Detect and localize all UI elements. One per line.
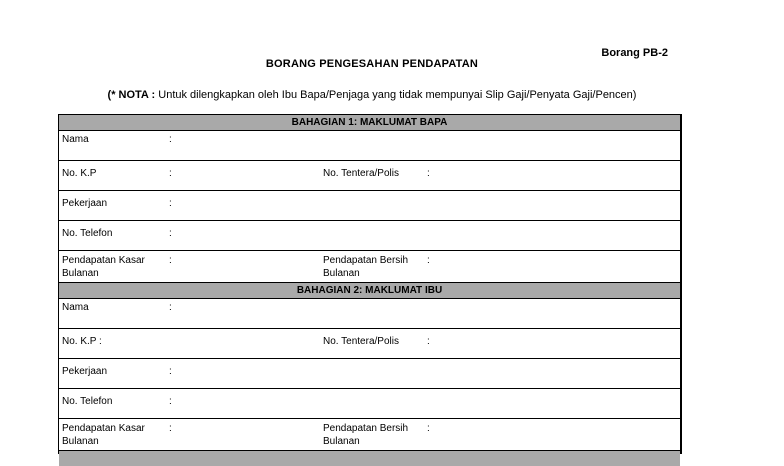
- section-heading-father: BAHAGIAN 1: MAKLUMAT BAPA: [59, 115, 680, 131]
- ic-label: No. K.P: [62, 168, 97, 179]
- mother-job-row: [59, 359, 680, 389]
- service-number-label: No. Tentera/Polis: [323, 168, 399, 179]
- colon: :: [169, 228, 172, 239]
- colon: :: [169, 302, 172, 313]
- form-note: [0, 89, 744, 101]
- colon: :: [427, 336, 430, 347]
- gross-income-label: Pendapatan Kasar Bulanan: [62, 255, 145, 279]
- form-code: Borang PB-2: [601, 47, 668, 59]
- father-ic-row: [59, 161, 680, 191]
- mother-phone-row: [59, 389, 680, 419]
- note-prefix: (* NOTA :: [107, 89, 156, 101]
- net-income-label: Pendapatan Bersih Bulanan: [323, 423, 409, 447]
- phone-label: No. Telefon: [62, 396, 113, 407]
- net-income-label: Pendapatan Bersih Bulanan: [323, 255, 409, 279]
- colon: :: [169, 396, 172, 407]
- father-phone-row: [59, 221, 680, 251]
- income-form: [58, 114, 682, 454]
- colon: :: [169, 198, 172, 209]
- ic-label: No. K.P :: [62, 336, 102, 347]
- section-heading-mother: BAHAGIAN 2: MAKLUMAT IBU: [59, 283, 680, 299]
- mother-income-row: [59, 419, 680, 451]
- father-income-row: [59, 251, 680, 283]
- father-name-row: [59, 131, 680, 161]
- colon: :: [427, 168, 430, 179]
- colon: :: [169, 134, 172, 145]
- phone-label: No. Telefon: [62, 228, 113, 239]
- father-job-row: [59, 191, 680, 221]
- colon: :: [169, 255, 172, 266]
- colon: :: [427, 423, 430, 434]
- job-label: Pekerjaan: [62, 366, 108, 377]
- gross-income-label: Pendapatan Kasar Bulanan: [62, 423, 145, 447]
- service-number-label: No. Tentera/Polis: [323, 336, 399, 347]
- mother-ic-row: [59, 329, 680, 359]
- colon: :: [169, 168, 172, 179]
- colon: :: [427, 255, 430, 266]
- next-section-heading-partial: [59, 451, 680, 466]
- note-text: Untuk dilengkapkan oleh Ibu Bapa/Penjaga yang tidak mempunyai Slip Gaji/Penyata Gaji/Pencen): [155, 89, 637, 101]
- job-label: Pekerjaan: [62, 198, 108, 209]
- name-label: Nama: [62, 302, 89, 313]
- name-label: Nama: [62, 134, 89, 145]
- mother-name-row: [59, 299, 680, 329]
- page-title: BORANG PENGESAHAN PENDAPATAN: [265, 58, 479, 70]
- colon: :: [169, 366, 172, 377]
- colon: :: [169, 423, 172, 434]
